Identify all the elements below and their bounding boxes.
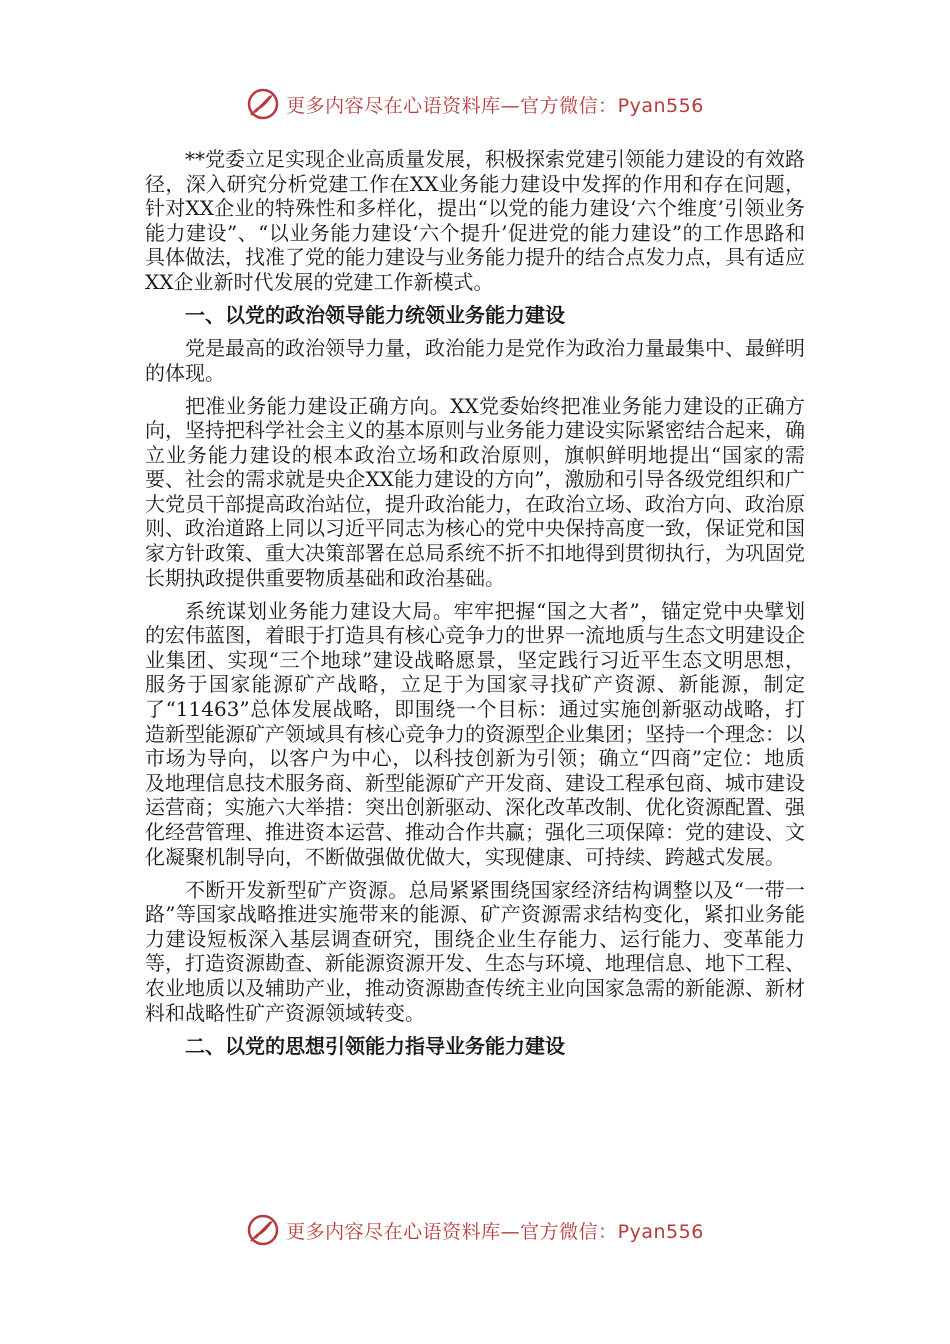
body-paragraph: **党委立足实现企业高质量发展，积极探索党建引领能力建设的有效路径，深入研究分析党建工作在XX业务能力建设中发挥的作用和存在问题，针对XX企业的特殊性和多样化，提出“以党的能力建设‘六个维度’引领业务能力建设”、“以业务能力建设‘六个提升’促进党的能力建设”的工作思路和具体做法，找准了党的能力建设与业务能力提升的结合点发力点，具有适应XX企业新时代发展的党建工作新模式。 (145, 147, 805, 294)
header-watermark-banner (0, 84, 950, 124)
body-paragraph: 不断开发新型矿产资源。总局紧紧围绕国家经济结构调整以及“一带一路”等国家战略推进实施带来的能源、矿产资源需求结构变化，紧扣业务能力建设短板深入基层调查研究，围绕企业生存能力、运行能力、变革能力等，打造资源勘查、新能源资源开发、生态与环境、地理信息、地下工程、农业地质以及辅助产业，推动资源勘查传统主业向国家急需的新能源、新材料和战略性矿产资源领域转变。 (145, 877, 805, 1025)
footer-watermark-banner (0, 1210, 950, 1250)
section-heading: 二、以党的思想引领能力指导业务能力建设 (185, 1033, 565, 1058)
section-heading: 一、以党的政治领导能力统领业务能力建设 (185, 302, 565, 327)
body-paragraph: 把准业务能力建设正确方向。XX党委始终把准业务能力建设的正确方向，坚持把科学社会主义的基本原则与业务能力建设实际紧密结合起来，确立业务能力建设的根本政治立场和政治原则，旗帜鲜明地提出“国家的需要、社会的需求就是央企XX能力建设的方向”，激励和引导各级党组织和广大党员干部提高政治站位，提升政治能力，在政治立场、政治方向、政治原则、政治道路上同以习近平同志为核心的党中央保持高度一致，保证党和国家方针政策、重大决策部署在总局系统不折不扣地得到贯彻执行，为巩固党长期执政提供重要物质基础和政治基础。 (145, 393, 805, 590)
body-paragraph: 系统谋划业务能力建设大局。牢牢把握“国之大者”，锚定党中央擘划的宏伟蓝图，着眼于打造具有核心竞争力的世界一流地质与生态文明建设企业集团、实现“三个地球”建设战略愿景，坚定践行习近平生态文明思想，服务于国家能源矿产战略，立足于为国家寻找矿产资源、新能源，制定了“11463”总体发展战略，即围绕一个目标：通过实施创新驱动战略，打造新型能源矿产领域具有核心竞争力的资源型企业集团；坚持一个理念：以市场为导向，以客户为中心，以科技创新为引领；确立“四商”定位：地质及地理信息技术服务商、新型能源矿产开发商、建设工程承包商、城市建设运营商；实施六大举措：突出创新驱动、深化改革改制、优化资源配置、强化经营管理、推进资本运营、推动合作共赢；强化三项保障：党的建设、文化凝聚机制导向，不断做强做优做大，实现健康、可持续、跨越式发展。 (145, 598, 805, 869)
quill-logo-icon (246, 1213, 280, 1247)
watermark-text: 更多内容尽在心语资料库—官方微信：Pyan556 (286, 1220, 704, 1243)
watermark-text: 更多内容尽在心语资料库—官方微信：Pyan556 (286, 94, 704, 117)
body-paragraph: 党是最高的政治领导力量，政治能力是党作为政治力量最集中、最鲜明的体现。 (145, 335, 805, 385)
quill-logo-icon (246, 87, 280, 121)
document-body (145, 147, 805, 1067)
